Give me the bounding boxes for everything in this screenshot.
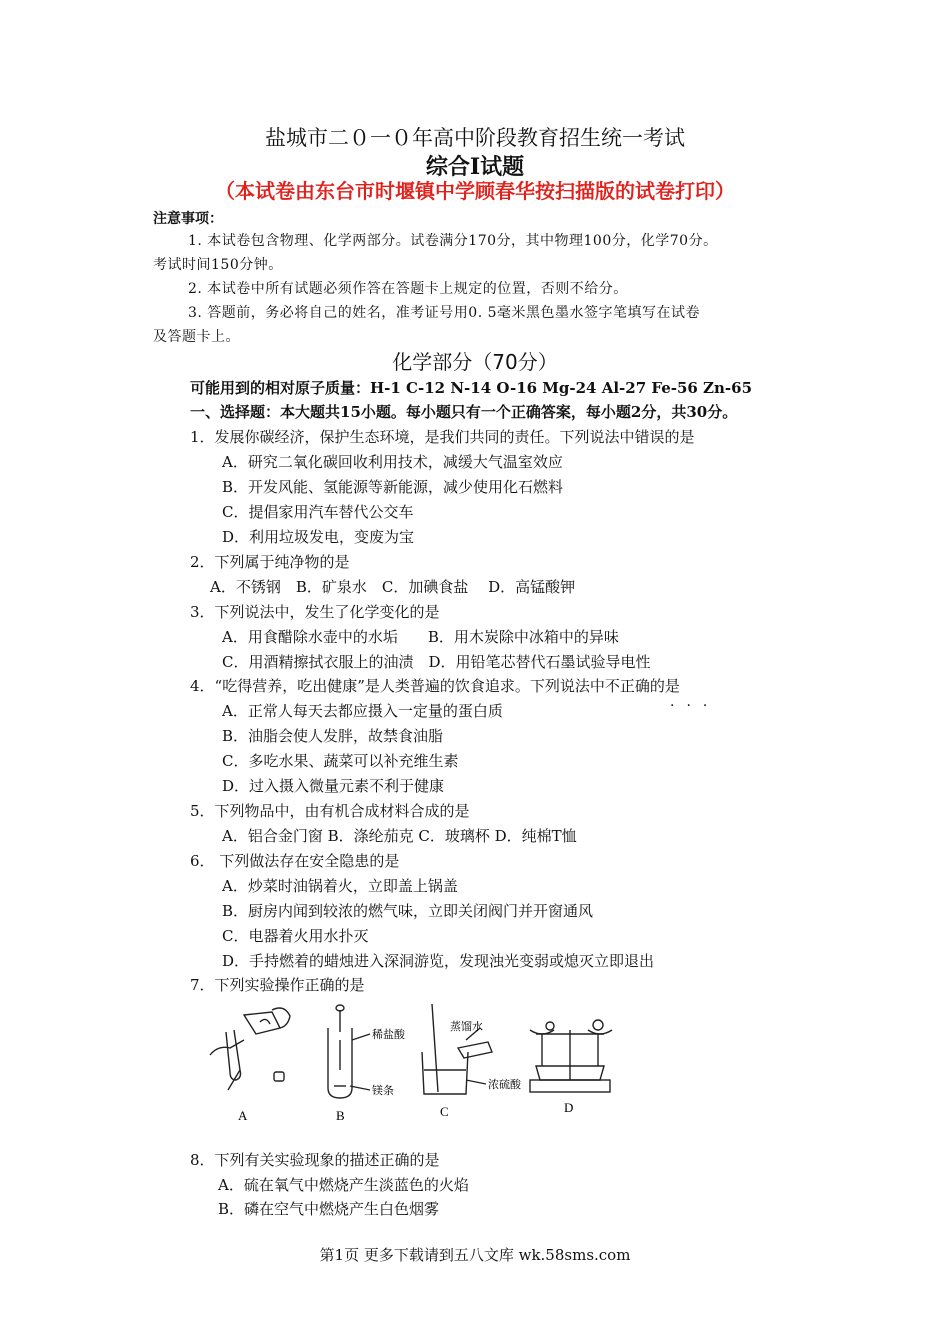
question-7: 7．下列实验操作正确的是 [190, 976, 365, 994]
apparatus-label-c: C [440, 1104, 449, 1119]
page-footer: 第1页 更多下载请到五八文库 wk.58sms.com [319, 1246, 631, 1264]
q1-option-d: D．利用垃圾发电，变废为宝 [222, 528, 415, 546]
apparatus-c-icon [422, 1004, 492, 1094]
notice-item-2: 2. 本试卷中所有试题必须作答在答题卡上规定的位置，否则不给分。 [188, 281, 628, 297]
q4-option-a: A．正常人每天去都应摄入一定量的蛋白质 [222, 702, 503, 720]
apparatus-a-icon [210, 1008, 290, 1090]
notice-heading: 注意事项： [153, 211, 223, 227]
q6-option-a: A．炒菜时油锅着火，立即盖上锅盖 [222, 877, 458, 895]
q5-options: A．铝合金门窗 B．涤纶茄克 C．玻璃杯 D．纯棉T恤 [222, 827, 577, 845]
exam-subtitle: 综合Ⅰ试题 [425, 154, 525, 180]
question-1: 1．发展你碳经济，保护生态环境，是我们共同的责任。下列说法中错误的是 [190, 428, 695, 446]
q1-option-a: A．研究二氧化碳回收利用技术，减缓大气温室效应 [222, 453, 563, 471]
emphasis-dots: ··· [670, 698, 720, 714]
label-magnesium: 镁条 [372, 1084, 394, 1097]
atomic-mass-line: 可能用到的相对原子质量：H-1 C-12 N-14 O-16 Mg-24 Al-27 Fe-56 Zn-65 [190, 379, 753, 397]
lab-apparatus-drawing [200, 1000, 620, 1125]
notice-item-3-cont: 及答题卡上。 [153, 329, 240, 345]
apparatus-label-b: B [336, 1108, 345, 1123]
q6-option-b: B．厨房内闻到较浓的燃气味，立即关闭阀门并开窗通风 [222, 902, 594, 920]
exam-title: 盐城市二０一０年高中阶段教育招生统一考试 [265, 126, 685, 150]
question-6: 6． 下列做法存在安全隐患的是 [190, 852, 400, 870]
q4-option-c: C．多吃水果、蔬菜可以补充维生素 [222, 752, 459, 770]
label-conc-h2so4: 浓硫酸 [488, 1078, 521, 1091]
apparatus-label-d: D [564, 1100, 574, 1115]
apparatus-label-a: A [238, 1108, 248, 1123]
question-8: 8．下列有关实验现象的描述正确的是 [190, 1151, 440, 1169]
notice-item-1-cont: 考试时间150分钟。 [153, 257, 283, 273]
q2-options: A．不锈钢 B．矿泉水 C．加碘食盐 D．高锰酸钾 [210, 578, 576, 596]
part1-heading: 一、选择题：本大题共15小题。每小题只有一个正确答案，每小题2分，共30分。 [190, 403, 738, 421]
q1-option-c: C．提倡家用汽车替代公交车 [222, 503, 414, 521]
q3-options-cd: C．用酒精擦拭衣服上的油渍 D．用铅笔芯替代石墨试验导电性 [222, 653, 651, 671]
section-title: 化学部分（70分） [392, 350, 558, 374]
notice-item-1: 1. 本试卷包含物理、化学两部分。试卷满分170分，其中物理100分，化学70分。 [188, 233, 718, 249]
apparatus-b-icon [328, 1005, 370, 1098]
notice-item-3: 3. 答题前，务必将自己的姓名，准考证号用0. 5毫米黑色墨水签字笔填写在试卷 [188, 305, 701, 321]
q4-option-b: B．油脂会使人发胖，故禁食油脂 [222, 727, 444, 745]
q1-option-b: B．开发风能、氢能源等新能源，减少使用化石燃料 [222, 478, 564, 496]
q4-option-d: D．过入摄入微量元素不利于健康 [222, 777, 445, 795]
red-note: （本试卷由东台市时堰镇中学顾春华按扫描版的试卷打印） [215, 179, 735, 203]
apparatus-d-icon [530, 1020, 612, 1092]
question-4: 4．“吃得营养，吃出健康”是人类普遍的饮食追求。下列说法中不正确的是 [190, 677, 680, 695]
q3-options-ab: A．用食醋除水壶中的水垢 B．用木炭除中冰箱中的异味 [222, 628, 619, 646]
question-3: 3．下列说法中，发生了化学变化的是 [190, 603, 440, 621]
label-dilute-hcl: 稀盐酸 [372, 1028, 405, 1041]
q8-option-a: A．硫在氧气中燃烧产生淡蓝色的火焰 [218, 1176, 469, 1194]
q6-option-d: D．手持燃着的蜡烛进入深洞游览，发现浊光变弱或熄灭立即退出 [222, 952, 655, 970]
q8-option-b: B．磷在空气中燃烧产生白色烟雾 [218, 1200, 440, 1218]
q7-figure [200, 1000, 620, 1125]
label-distilled-water: 蒸馏水 [450, 1020, 483, 1033]
question-5: 5．下列物品中，由有机合成材料合成的是 [190, 802, 470, 820]
question-2: 2．下列属于纯净物的是 [190, 553, 350, 571]
q6-option-c: C．电器着火用水扑灭 [222, 927, 369, 945]
